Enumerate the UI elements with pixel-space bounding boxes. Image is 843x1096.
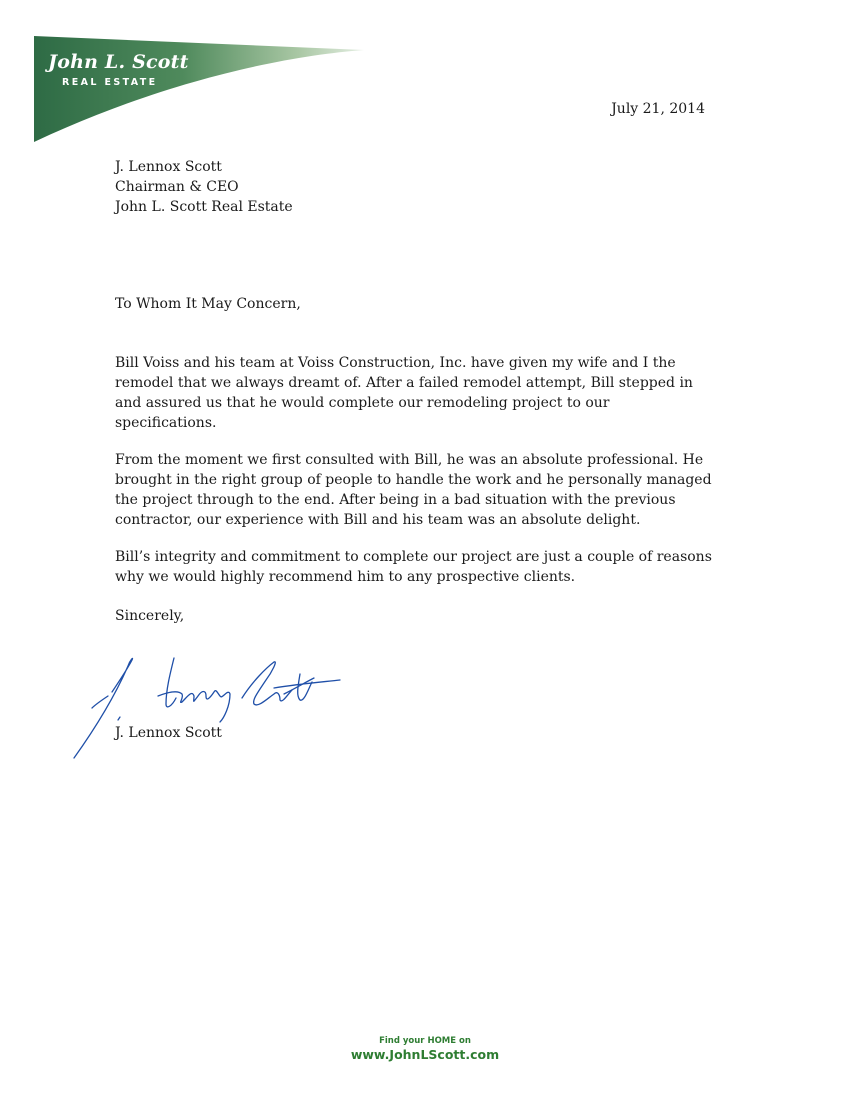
body-paragraph: Bill Voiss and his team at Voiss Construction, Inc. have given my wife and I the remodel that we always dreamt of. After a failed remodel attempt, Bill stepped in and assured us that he would complete our remodeling project to our specifications.: [115, 355, 693, 431]
sender-name: J. Lennox Scott: [115, 159, 222, 175]
closing: Sincerely,: [115, 608, 185, 624]
handwritten-signature: [70, 638, 350, 762]
footer-website[interactable]: www.JohnLScott.com: [350, 1047, 500, 1062]
footer-tagline: Find your HOME on: [379, 1036, 471, 1046]
body-paragraph: From the moment we first consulted with Bill, he was an absolute professional. He brought in the right group of people to handle the work and he personally managed the project through to the end. After being in a bad situation with the previous contractor, our experience with Bill and his team was an absolute delight.: [115, 452, 712, 528]
salutation: To Whom It May Concern,: [115, 296, 301, 312]
sender-title: Chairman & CEO: [115, 179, 239, 195]
letterhead-banner: [34, 36, 374, 142]
footer: [340, 1036, 510, 1064]
brand-tagline: REAL ESTATE: [62, 77, 158, 88]
sender-company: John L. Scott Real Estate: [115, 199, 293, 215]
brand-logo: John L. Scott: [48, 51, 189, 73]
sender-block: [115, 157, 293, 217]
letter-date: July 21, 2014: [611, 101, 705, 117]
letter-body: [115, 353, 715, 604]
body-paragraph: Bill’s integrity and commitment to complete our project are just a couple of reasons why we would highly recommend him to any prospective clients.: [115, 549, 712, 585]
signer-name: J. Lennox Scott: [115, 725, 222, 741]
